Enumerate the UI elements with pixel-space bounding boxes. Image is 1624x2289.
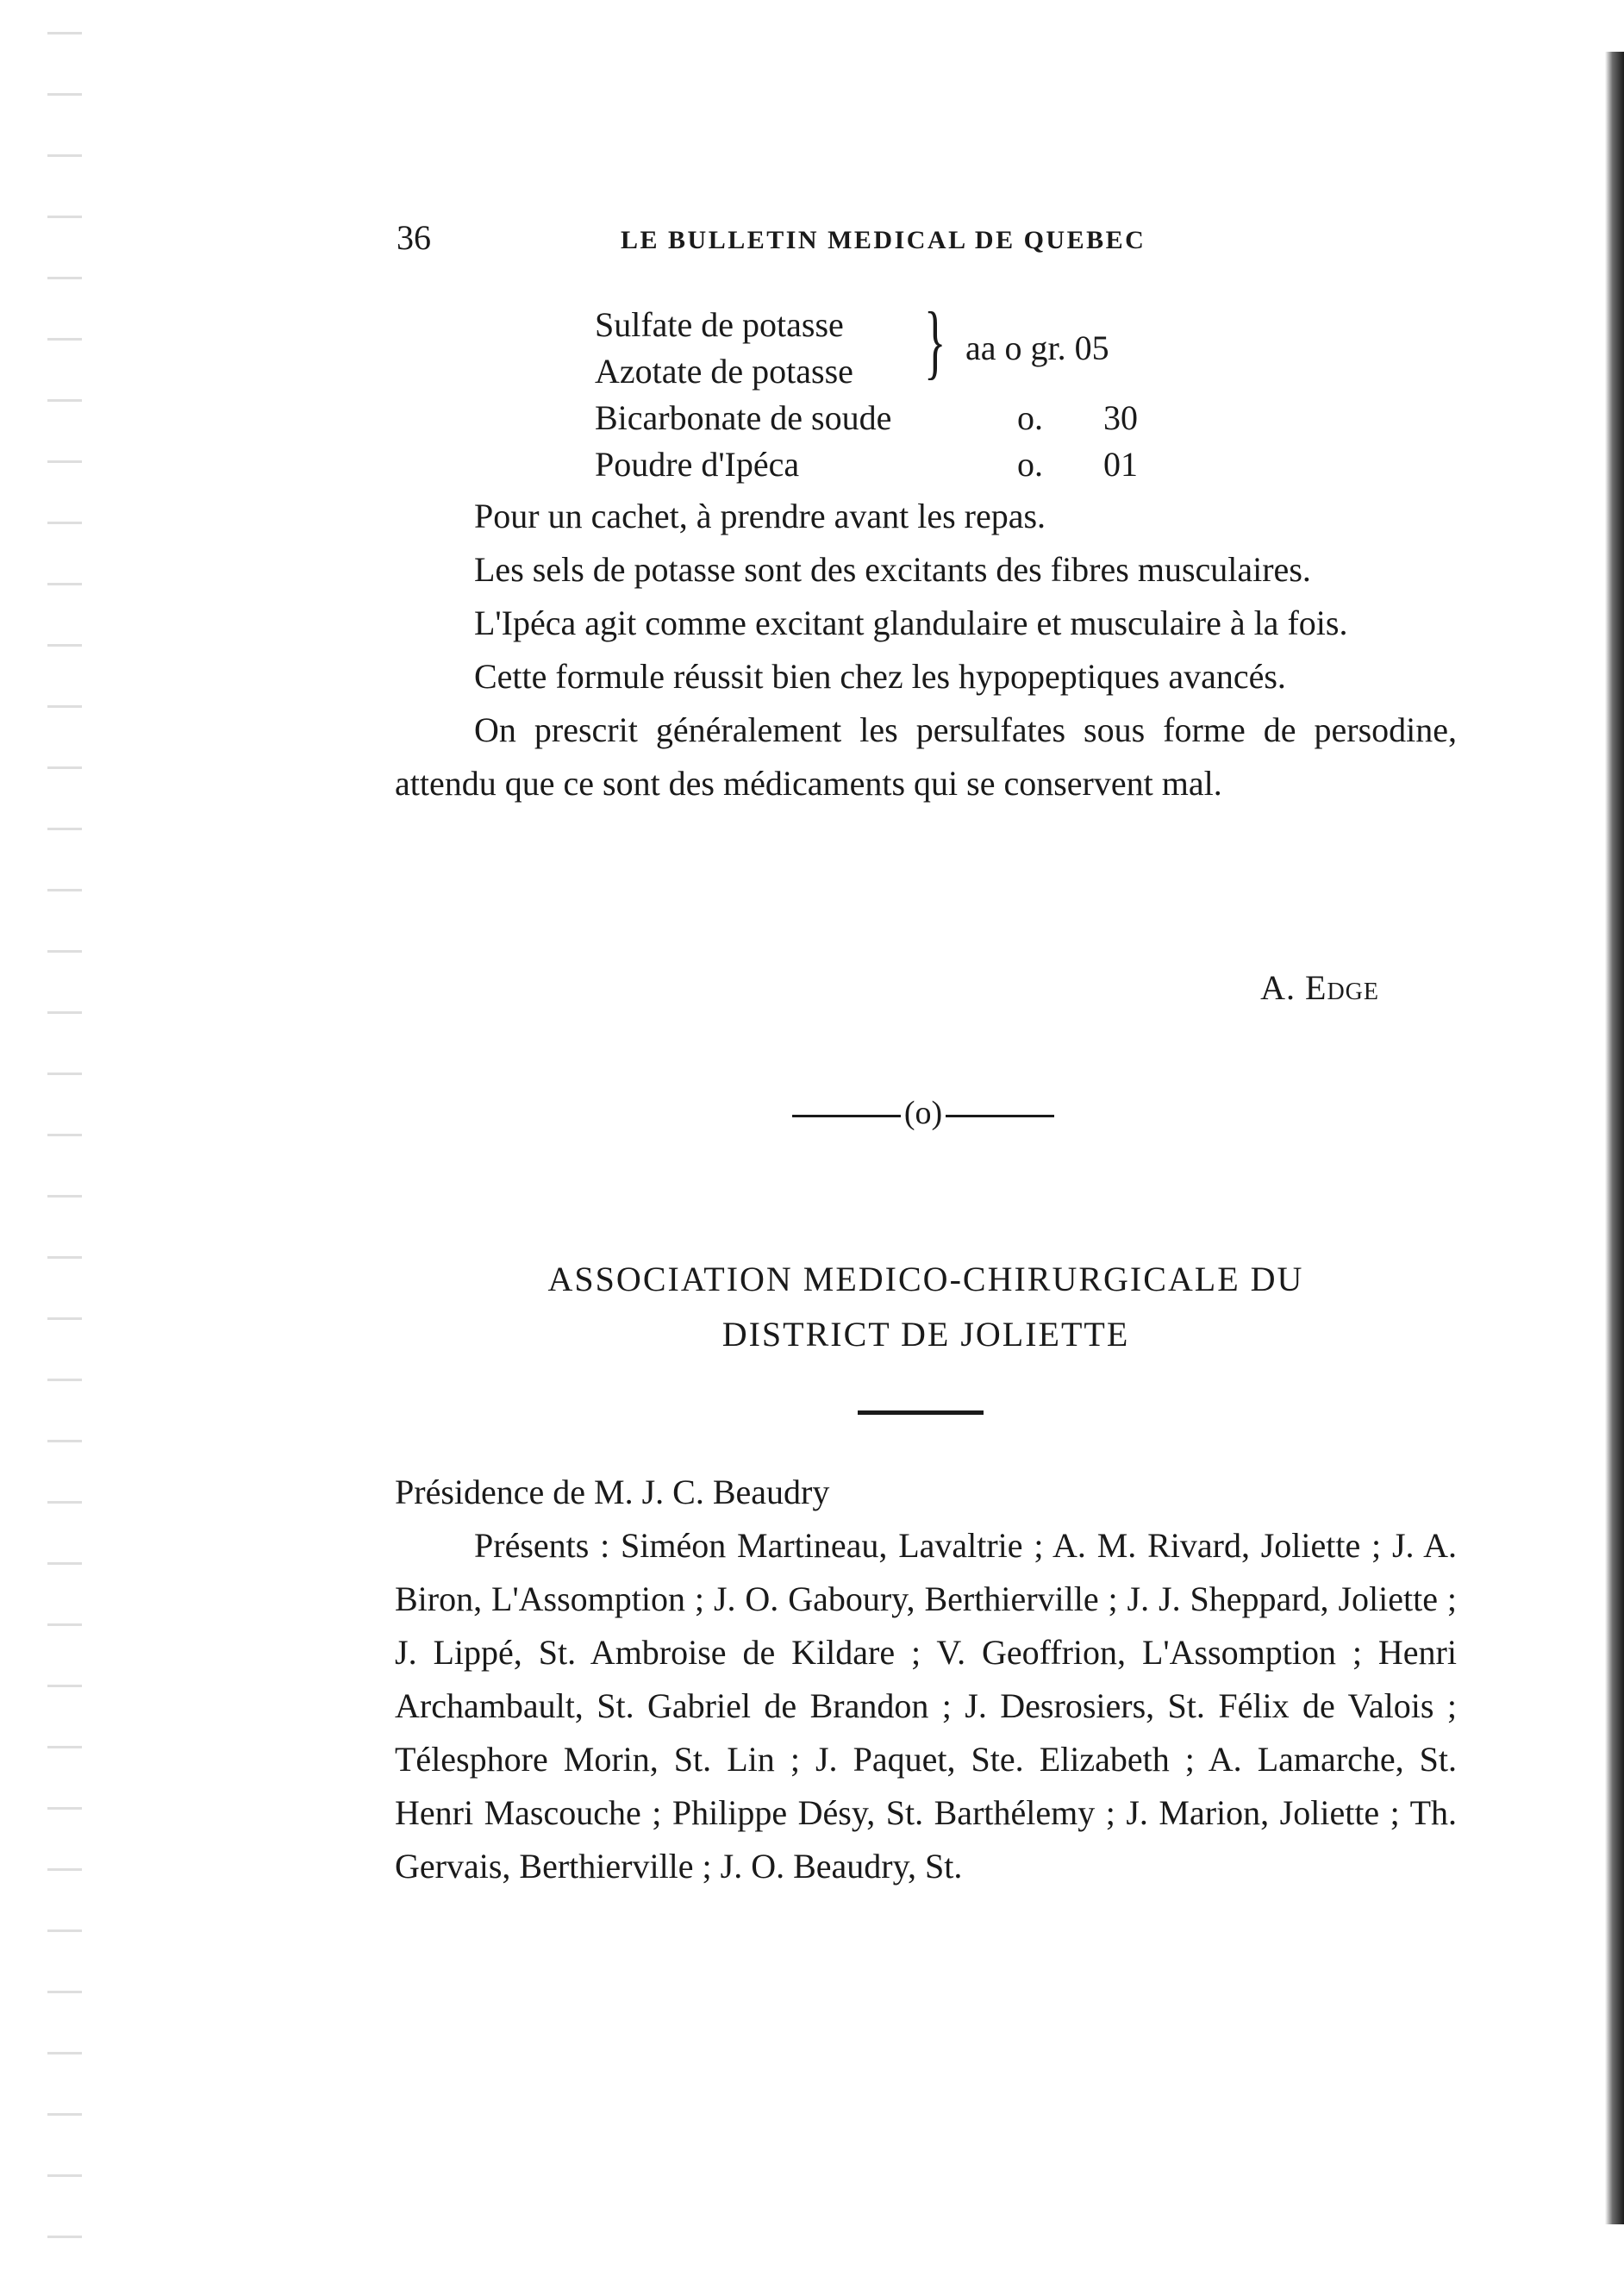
- paragraph: Les sels de potasse sont des excitants des fibres musculaires.: [474, 550, 1311, 589]
- paragraph: On prescrit généralement les persulfates sous forme de persodine, attendu que ce sont des médicaments qui se conservent mal.: [395, 710, 1457, 803]
- scan-edge-specks: [47, 0, 82, 2289]
- heading-line: DISTRICT DE JOLIETTE: [721, 1315, 1130, 1354]
- dose-unit: o.: [1017, 398, 1043, 437]
- ingredient-name: Poudre d'Ipéca: [595, 445, 800, 484]
- shared-dose: aa o gr. 05: [965, 328, 1109, 367]
- right-brace-glyph: }: [924, 295, 946, 387]
- dose-value: 01: [1103, 445, 1138, 484]
- page-number: 36: [397, 218, 431, 257]
- paragraph: L'Ipéca agit comme excitant glandulaire et musculaire à la fois.: [474, 604, 1348, 642]
- ingredient-name: Sulfate de potasse: [595, 305, 844, 344]
- separator-dash: [792, 1115, 901, 1117]
- paragraph: Pour un cachet, à prendre avant les repas.: [474, 497, 1046, 535]
- heading-line: ASSOCIATION MEDICO-CHIRURGICALE DU: [547, 1260, 1304, 1298]
- binding-edge-shadow: [1605, 52, 1624, 2224]
- running-head: [397, 214, 1259, 266]
- ingredient-name: Azotate de potasse: [595, 352, 853, 391]
- dose-unit: o.: [1017, 445, 1043, 484]
- author-signature: A. Edge: [1260, 968, 1379, 1007]
- section-heading: [395, 1252, 1457, 1362]
- presidence-line: Présidence de M. J. C. Beaudry: [395, 1473, 830, 1511]
- section-separator: [0, 1091, 1624, 1135]
- separator-mark: (o): [903, 1095, 943, 1131]
- meeting-report: [395, 1466, 1457, 1893]
- paragraph: Cette formule réussit bien chez les hypopeptiques avancés.: [474, 657, 1286, 696]
- dose-value: 30: [1103, 398, 1138, 437]
- separator-dash: [946, 1115, 1054, 1117]
- ingredient-name: Bicarbonate de soude: [595, 398, 892, 437]
- heading-rule: [858, 1410, 984, 1415]
- attendees-paragraph: Présents : Siméon Martineau, Lavaltrie ; A. M. Rivard, Joliette ; J. A. Biron, L'Assomption ; J. O. Gaboury, Berthierville ; J. J. Sheppard, Joliette ; J. Lippé, St. Ambroise de Kildare ; V. Geoffrion, L'Assomption ; Henri Archambault, St. Gabriel de Brandon ; J. Desrosiers, St. Félix de Valois ; Télesphore Morin, St. Lin ; J. Paquet, Ste. Elizabeth ; A. Lamarche, St. Henri Mascouche ; Philippe Désy, St. Barthélemy ; J. Marion, Joliette ; Th. Gervais, Berthierville ; J. O. Beaudry, St.: [395, 1526, 1457, 1886]
- article-text: [395, 490, 1457, 810]
- journal-title: LE BULLETIN MEDICAL DE QUEBEC: [621, 226, 1146, 254]
